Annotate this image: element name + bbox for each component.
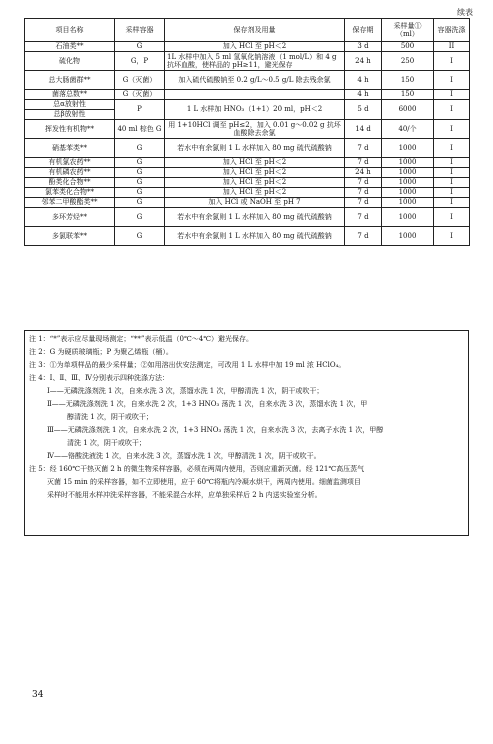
wash-method-2-cont: 醇清洗 1 次，阴干或吹干； (67, 413, 153, 421)
table-row: 邻苯二甲酸酯类** G 加入 HCl 或 NaOH 至 pH 7 7 d 1000 I (25, 198, 470, 208)
continued-label: 续表 (457, 8, 473, 17)
header-period: 保存期 (345, 19, 382, 42)
table-row: 石油类** G 加入 HCl 至 pH＜2 3 d 500 II (25, 42, 470, 52)
table-row: 硝基苯类** G 若水中有余氯则 1 L 水样加入 80 mg 硫代硫酸钠 7 d 1000 I (25, 139, 470, 158)
table-row: 总大肠菌群** G（灭菌） 加入硫代硫酸钠至 0.2 g/L～0.5 g/L 除去残余氯 4 h 150 I (25, 71, 470, 90)
note-5: 注 5：经 160℃干热灭菌 2 h 的微生物采样容器，必须在两周内使用，否则应重新灭菌。经 121℃高压蒸气 (29, 465, 365, 473)
header-item: 项目名称 (25, 19, 115, 42)
table-row: 有机氯农药** G 加入 HCl 至 pH＜2 7 d 1000 I (25, 158, 470, 168)
wash-method-3-cont: 清洗 1 次，阴干或吹干； (67, 439, 146, 447)
wash-method-2: Ⅱ——无磷洗涤剂洗 1 次，自来水洗 2 次，1+3 HNO₃ 荡洗 1 次，自来水洗 3 次，蒸馏水洗 1 次，甲 (47, 400, 368, 408)
table-row: 多氯联苯** G 若水中有余氯则 1 L 水样加入 80 mg 硫代硫酸钠 7 d 1000 I (25, 227, 470, 246)
table-row: 多环芳烃** G 若水中有余氯则 1 L 水样加入 80 mg 硫代硫酸钠 7 d 1000 I (25, 208, 470, 227)
table-row: 挥发性有机物** 40 ml 棕色 G 用 1+10HCl 调至 pH≤2，加入 0.01 g～0.02 g 抗坏血酸除去余氯 14 d 40/个 I (25, 120, 470, 139)
table-header-row (25, 19, 470, 42)
table-row: 总β放射性 (25, 110, 470, 120)
table-row: 酚类化合物** G 加入 HCl 至 pH＜2 7 d 1000 I (25, 178, 470, 188)
table-row: 菌落总数** G（灭菌） 4 h 150 I (25, 90, 470, 100)
note-1: 注 1：“*”表示应尽量现场测定；“**”表示低温（0℃～4℃）避光保存。 (29, 335, 254, 343)
table-row: 总α放射性 P 1 L 水样加 HNO₃（1+1）20 ml，pH＜2 5 d 6000 I (25, 100, 470, 110)
note-4: 注 4：Ⅰ、Ⅱ、Ⅲ、Ⅳ分别表示四种洗涤方法： (29, 374, 169, 382)
page-number: 34 (32, 690, 44, 700)
wash-method-4: Ⅳ——铬酸洗液洗 1 次，自来水洗 3 次，蒸馏水洗 1 次，甲醇清洗 1 次，阴干或吹干。 (47, 452, 321, 460)
header-container: 采样容器 (115, 19, 165, 42)
table-row: 氯苯类化合物** G 加入 HCl 至 pH＜2 7 d 1000 I (25, 188, 470, 198)
table-row: 有机磷农药** G 加入 HCl 至 pH＜2 24 h 1000 I (25, 168, 470, 178)
header-wash: 容器洗涤 (434, 19, 470, 42)
note-3: 注 3：①为单项样品的最少采样量；②如用溶出伏安法测定，可改用 1 L 水样中加 19 ml 浓 HClO₄。 (29, 361, 346, 369)
sampling-table (24, 18, 470, 246)
table-notes (24, 330, 469, 536)
table-row: 硫化物 G，P 1L 水样中加入 5 ml 氢氧化钠溶液（1 mol/L）和 4 g 抗坏血酸，使样品的 pH≥11，避光保存 24 h 250 I (25, 52, 470, 71)
note-5-cont-2: 采样时不能用水样冲洗采样容器，不能采混合水样，应单独采样后 2 h 内送实验室分析。 (47, 491, 322, 499)
note-5-cont-1: 灭菌 15 min 的采样容器，如不立即使用，应于 60℃将瓶内冷凝水烘干，两周内使用。细菌监测项目 (47, 478, 361, 486)
wash-method-3: Ⅲ——无磷洗涤剂洗 1 次，自来水洗 2 次，1+3 HNO₃ 荡洗 1 次，自来水洗 3 次，去离子水洗 1 次，甲醇 (47, 426, 384, 434)
wash-method-1: Ⅰ——无磷洗涤剂洗 1 次，自来水洗 3 次，蒸馏水洗 1 次，甲醇清洗 1 次，阴干或吹干； (47, 387, 324, 395)
header-preservative: 保存剂及用量 (165, 19, 345, 42)
note-2: 注 2：G 为硬质玻璃瓶；P 为聚乙烯瓶（桶）。 (29, 348, 173, 356)
header-volume: 采样量①（ml） (382, 19, 434, 42)
